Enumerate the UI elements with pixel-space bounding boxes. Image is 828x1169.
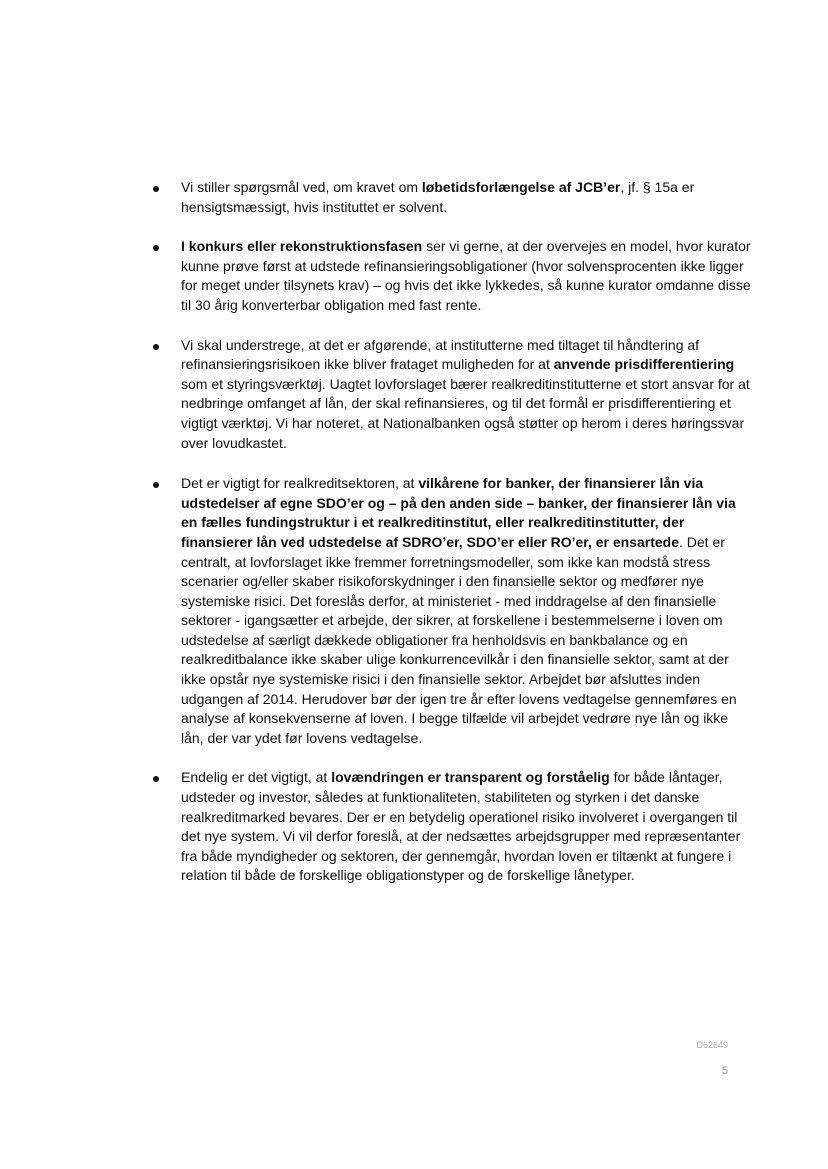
text-segment: Endelig er det vigtigt, at xyxy=(181,769,332,786)
bullet-dot-icon xyxy=(153,776,159,782)
bullet-text xyxy=(181,474,753,748)
text-segment: som et styringsværktøj. Uagtet lovforslaget bærer realkreditinstitutterne et stort ansvar for at nedbringe omfanget af lån, der skal refinansieres, og til det formål er prisdifferentiering et vigtigt værktøj. Vi har noteret, at Nationalbanken også støtter op herom i deres høringssvar over lovudkastet. xyxy=(181,375,750,451)
text-segment: for både låntager, udsteder og investor, således at funktionaliteten, stabiliteten og styrken i det danske realkreditmarked bevares. Der er en betydelig operationel risiko involveret i overgangen til det nye system. Vi vil derfor foreslå, at der nedsættes arbejdsgrupper med repræsentanter fra både myndigheder og sektoren, der gennemgår, hvordan loven er tiltænkt at fungere i relation til både de forskellige obligationstyper og de forskellige lånetyper. xyxy=(181,769,741,884)
text-segment: Vi skal understrege, at det er afgørende, at institutterne med tiltaget til håndtering af refinansieringsrisikoen ikke bliver frataget muligheden for at xyxy=(181,336,700,373)
bullet-dot-icon xyxy=(153,344,159,350)
text-segment: . Det er centralt, at lovforslaget ikke fremmer forretningsmodeller, som ikke kan modstå stress scenarier og/eller skaber risikoforskydninger i den finansielle sektor og medfører nye systemiske risici. Det foreslås derfor, at ministeriet - med inddragelse af den finansielle sektorer - igangsætter et arbejde, der sikrer, at forskellene i bestemmelserne i loven om udstedelse af særligt dækkede obligationer fra henholdsvis en bankbalance og en realkreditbalance ikke skaber ulige konkurrencevilkår i den finansielle sektor, samt at der ikke opstår nye systemiske risici i den finansielle sektor. Arbejdet bør afsluttes inden udgangen af 2014. Herudover bør der igen tre år efter lovens vedtagelse gennemføres en analyse af konsekvenserne af loven. I begge tilfælde vil arbejdet vedrøre nye lån og ikke lån, der var ydet før lovens vedtagelse. xyxy=(181,533,737,746)
bullet-text xyxy=(181,336,753,454)
bullet-item xyxy=(153,768,753,886)
bullet-list xyxy=(153,178,753,886)
page-number: 5 xyxy=(721,1065,728,1077)
bold-text-segment: anvende prisdifferentiering xyxy=(553,356,735,373)
bullet-dot-icon xyxy=(153,186,159,192)
bullet-dot-icon xyxy=(153,482,159,488)
bold-text-segment: løbetidsforlængelse af JCB’er xyxy=(421,179,621,195)
bullet-text xyxy=(181,178,753,217)
text-segment: Vi stiller spørgsmål ved, om kravet om xyxy=(181,179,422,195)
bullet-text xyxy=(181,768,753,886)
bullet-dot-icon xyxy=(153,245,159,251)
bullet-text xyxy=(181,237,753,315)
bold-text-segment: I konkurs eller rekonstruktionsfasen xyxy=(181,238,423,255)
bullet-item xyxy=(153,336,753,454)
bold-text-segment: lovændringen er transparent og forståelig xyxy=(331,769,610,786)
bold-text-segment: vilkårene for banker, der finansierer lån via udstedelser af egne SDO’er og – på den anden side – banker, der finansierer lån via en fælles fundingstruktur i et realkreditinstitut, eller realkreditinstitutter, der finansierer lån ved udstedelse af SDRO’er, SDO’er eller RO’er, er ensartede xyxy=(181,475,736,550)
bullet-item xyxy=(153,178,753,217)
bullet-item xyxy=(153,474,753,748)
text-segment: , jf. § 15a er hensigtsmæssigt, hvis instituttet er solvent. xyxy=(181,179,695,215)
bullet-item xyxy=(153,237,753,315)
document-id: D62649 xyxy=(696,1040,728,1050)
text-segment: ser vi gerne, at der overvejes en model, hvor kurator kunne prøve først at udstede refinansieringsobligationer (hvor solvensprocenten ikke ligger for meget under tilsynets krav) – og hvis det ikke lykkedes, så kunne kurator omdanne disse til 30 årig konverterbar obligation med fast rente. xyxy=(181,238,751,313)
text-segment: Det er vigtigt for realkreditsektoren, at xyxy=(181,475,419,492)
